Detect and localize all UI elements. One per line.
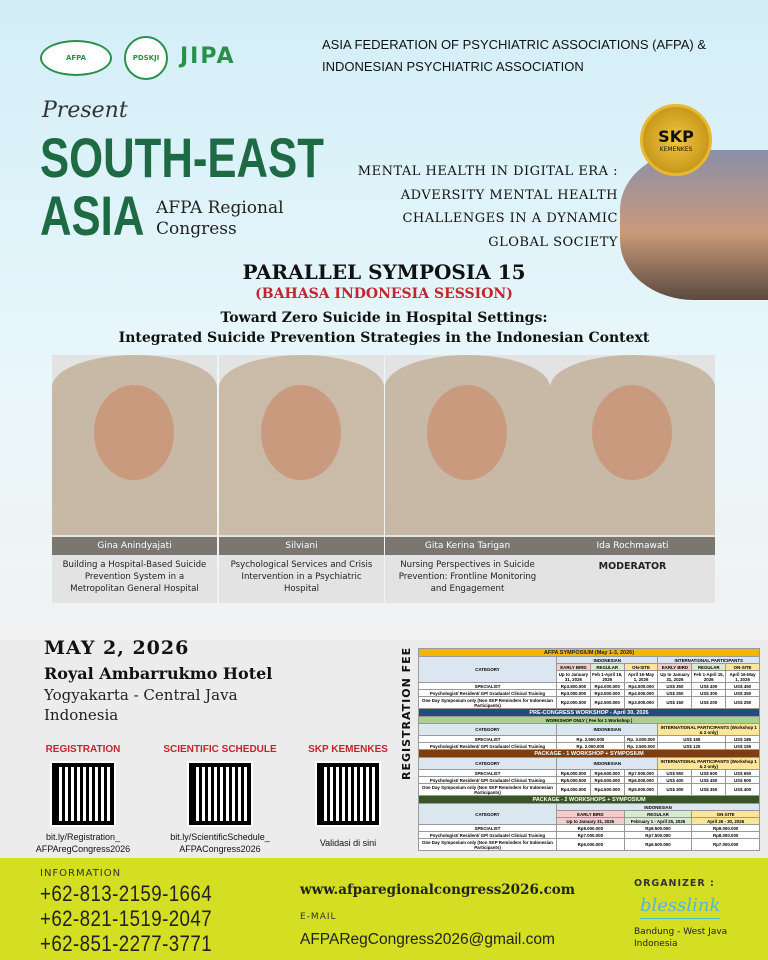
link-url[interactable]: AFPAregCongress2026 xyxy=(35,844,131,854)
fee-cell: Rp6.000.000 xyxy=(557,770,591,777)
fee-cell: Rp4.000.000 xyxy=(557,784,591,796)
fee-cell: US$ 400 xyxy=(726,784,760,796)
info-label: INFORMATION xyxy=(40,868,122,879)
fee-cell: US$ 185 xyxy=(726,736,760,743)
table-header: CATEGORY xyxy=(419,724,557,736)
event-city: Yogyakarta - Central Java xyxy=(44,686,238,704)
location-line: Indonesia xyxy=(634,939,678,949)
speaker-photo xyxy=(52,355,217,535)
fee-cell: Rp. 2.500.000 xyxy=(624,743,658,750)
table-header: EARLY BIRD xyxy=(557,664,591,671)
speaker-name: Silviani xyxy=(219,537,384,555)
speaker-topic: Nursing Perspectives in Suicide Prevention: Frontline Monitoring and Engagement xyxy=(398,560,537,594)
fee-cell: Rp7.000.000 xyxy=(692,839,760,851)
email-link[interactable]: AFPARegCongress2026@gmail.com xyxy=(300,931,555,948)
fee-cell: US$ 250 xyxy=(726,697,760,709)
fee-cell: US$ 155 xyxy=(726,743,760,750)
fee-cell: US$ 300 xyxy=(658,784,692,796)
skp-link[interactable] xyxy=(298,744,398,849)
fee-cell: Rp3.000.000 xyxy=(624,697,658,709)
present-script: Present xyxy=(42,98,128,123)
fee-cell: US$ 150 xyxy=(658,697,692,709)
table-date: Feb 1-April 15, 2026 xyxy=(693,671,724,682)
table-header: CATEGORY xyxy=(419,657,557,683)
table-header: INDONESIAN xyxy=(557,804,760,811)
speaker-card xyxy=(385,355,550,603)
row-category: SPECIALIST xyxy=(419,770,557,777)
table-date: April 26 - 30, 2026 xyxy=(692,818,760,825)
table-row xyxy=(419,839,760,851)
link-url[interactable]: AFPACongress2026 xyxy=(179,844,261,854)
congress-subtitle xyxy=(156,198,284,240)
row-category: Psychologist/ Resident/ GP/ Graduate/ Clinical Training xyxy=(419,690,557,697)
fee-cell: Rp6.500.000 xyxy=(624,839,692,851)
speaker-role: MODERATOR xyxy=(598,561,667,572)
table-date: February 1 - April 25, 2026 xyxy=(624,818,692,825)
fee-cell: Rp8.000.000 xyxy=(692,832,760,839)
organizer-header xyxy=(322,34,762,78)
location-line: Bandung - West Java xyxy=(634,927,728,937)
badge-title: SKP xyxy=(658,127,694,146)
fee-cell: Rp7.000.000 xyxy=(624,770,658,777)
fee-cell: US$ 500 xyxy=(726,777,760,784)
header-line: ASIA FEDERATION OF PSYCHIATRIC ASSOCIATIONS (AFPA) & xyxy=(322,37,707,52)
fee-cell: US$ 200 xyxy=(692,697,726,709)
fee-cell: Rp9.000.000 xyxy=(692,825,760,832)
speaker-name: Gina Anindyajati xyxy=(52,537,217,555)
fee-cell: Rp8.000.000 xyxy=(557,825,625,832)
table-row xyxy=(419,683,760,690)
table-date: Up to January 31, 2026 xyxy=(557,818,625,825)
table-header: ON-SITE xyxy=(624,664,658,671)
subtitle-line: Congress xyxy=(156,219,237,239)
fee-cell: Rp. 3.000.000 xyxy=(624,736,658,743)
logo-text: PDSKJI xyxy=(132,54,160,62)
event-country: Indonesia xyxy=(44,706,119,724)
fee-cell: US$ 350 xyxy=(692,784,726,796)
speaker-card xyxy=(219,355,384,603)
table-section-title: PRE-CONGRESS WORKSHOP - April 30, 2026 xyxy=(419,709,760,717)
link-text[interactable]: Validasi di sini xyxy=(319,838,377,848)
table-header: ON-SITE xyxy=(692,811,760,818)
row-category: Psychologist/ Resident/ GP/ Graduate/ Clinical Training xyxy=(419,777,557,784)
table-row xyxy=(419,777,760,784)
link-title: SCIENTIFIC SCHEDULE xyxy=(163,744,277,755)
session-topic-line: Integrated Suicide Prevention Strategies in the Indonesian Context xyxy=(118,330,650,346)
row-category: One Day Symposium only (Non SKP Reminders for Indonesian Participants) xyxy=(419,697,557,709)
pdskji-logo xyxy=(124,36,168,80)
table-date: April 16-May 1, 2026 xyxy=(726,671,760,683)
fee-cell: Rp4.500.000 xyxy=(590,784,624,796)
speaker-topic: Psychological Services and Crisis Intervention in a Psychiatric Hospital xyxy=(230,560,373,594)
table-row xyxy=(419,825,760,832)
table-header: INDONESIAN xyxy=(557,758,658,770)
fee-cell: US$ 650 xyxy=(726,770,760,777)
organizer-label: ORGANIZER : xyxy=(634,878,715,889)
table-date: Up to January 31, 2026 xyxy=(658,671,692,683)
event-date: MAY 2, 2026 xyxy=(44,637,190,659)
footer xyxy=(0,858,768,960)
table-section-title: PACKAGE - 1 WORKSHOP + SYMPOSIUM xyxy=(419,750,760,758)
speaker-photo xyxy=(219,355,384,535)
fee-cell: Rp3.500.000 xyxy=(590,690,624,697)
header-line: INDONESIAN PSYCHIATRIC ASSOCIATION xyxy=(322,59,584,74)
speaker-photo xyxy=(550,355,715,535)
table-row xyxy=(419,784,760,796)
fee-cell: Rp5.500.000 xyxy=(590,777,624,784)
organizer-location xyxy=(634,926,727,950)
skp-badge xyxy=(640,104,712,176)
session-subtitle: (BAHASA INDONESIA SESSION) xyxy=(255,286,513,302)
table-header: INTERNATIONAL PARTICIPANTS xyxy=(658,657,760,664)
table-row xyxy=(419,736,760,743)
table-row xyxy=(419,770,760,777)
fee-cell: Rp7.000.000 xyxy=(557,832,625,839)
logo-text: AFPA xyxy=(65,54,87,62)
registration-link[interactable] xyxy=(22,744,144,855)
table-date: Up to January 31, 2026 xyxy=(557,671,591,683)
fee-cell: Rp. 2.000.000 xyxy=(557,743,625,750)
qr-code[interactable] xyxy=(52,763,114,825)
table-header: REGULAR xyxy=(590,664,624,671)
session-topic-line: Toward Zero Suicide in Hospital Settings: xyxy=(220,310,548,326)
table-row xyxy=(419,743,760,750)
table-header: INTERNATIONAL PARTICIPANTS (Workshop 1 & 2 only) xyxy=(658,724,760,736)
table-section-subtitle: WORKSHOP ONLY ( Fee for 1 Workshop ) xyxy=(419,717,760,724)
fee-cell: US$ 125 xyxy=(658,743,726,750)
speaker-card xyxy=(550,355,715,603)
speaker-photo xyxy=(385,355,550,535)
fee-cell: Rp2.500.000 xyxy=(590,697,624,709)
table-header: INDONESIAN xyxy=(557,657,658,664)
fee-cell: US$ 250 xyxy=(658,690,692,697)
theme-line: MENTAL HEALTH IN DIGITAL ERA : xyxy=(357,164,618,179)
fee-cell: Rp3.500.000 xyxy=(557,683,591,690)
fee-cell: US$ 450 xyxy=(692,777,726,784)
link-title: SKP KEMENKES xyxy=(308,744,388,755)
fee-cell: US$ 350 xyxy=(726,690,760,697)
table-section-title: AFPA SYMPOSIUM (May 1-3, 2026) xyxy=(419,649,760,657)
table-row xyxy=(419,832,760,839)
fee-cell: Rp6.000.000 xyxy=(624,777,658,784)
table-date: April 16-May 1, 2026 xyxy=(624,671,658,683)
table-header: INDONESIAN xyxy=(557,724,658,736)
event-venue: Royal Ambarrukmo Hotel xyxy=(44,664,273,683)
speaker-name: Gita Kerina Tarigan xyxy=(385,537,550,555)
link-url[interactable]: bit.ly/Registration_ xyxy=(45,832,121,842)
table-row xyxy=(419,690,760,697)
table-date: Feb 1-April 15, 2026 xyxy=(592,671,623,682)
congress-theme xyxy=(358,160,618,254)
fee-cell: Rp6.000.000 xyxy=(557,839,625,851)
email-label: E-MAIL xyxy=(300,912,337,922)
theme-line: ADVERSITY MENTAL HEALTH xyxy=(400,187,618,203)
badge-sub: KEMENKES xyxy=(659,146,693,153)
table-header: INTERNATIONAL PARTICIPANTS (Workshop 1 & 2 only) xyxy=(658,758,760,770)
table-header: REGULAR xyxy=(692,664,726,671)
schedule-link[interactable] xyxy=(150,744,290,855)
fee-cell: Rp4.000.000 xyxy=(624,690,658,697)
fee-cell: Rp5.000.000 xyxy=(624,784,658,796)
table-header: CATEGORY xyxy=(419,758,557,770)
phone-number[interactable]: +62-851-2277-3771 xyxy=(40,931,213,956)
speaker-name: Ida Rochmawati xyxy=(550,537,715,555)
fee-cell: Rp2.000.000 xyxy=(557,697,591,709)
row-category: Psychologist/ Resident/ GP/ Graduate/ Clinical Training xyxy=(419,832,557,839)
blesslink-logo: blesslink xyxy=(640,894,720,919)
fee-cell: US$ 450 xyxy=(726,683,760,690)
subtitle-line: AFPA Regional xyxy=(156,198,284,218)
table-section-title: PACKAGE - 2 WORKSHOPS + SYMPOSIUM xyxy=(419,796,760,804)
qr-code[interactable] xyxy=(317,763,379,825)
row-category: SPECIALIST xyxy=(419,825,557,832)
fee-cell: US$ 350 xyxy=(658,683,692,690)
fee-cell: US$ 400 xyxy=(658,777,692,784)
session-title: PARALLEL SYMPOSIA 15 xyxy=(242,260,526,284)
afpa-logo xyxy=(40,40,112,76)
website-link[interactable]: www.afparegionalcongress2026.com xyxy=(300,882,576,898)
row-category: Psychologist/ Resident/ GP/ Graduate/ Clinical Training xyxy=(419,743,557,750)
fee-cell: Rp6.500.000 xyxy=(590,770,624,777)
fee-cell: Rp3.000.000 xyxy=(557,690,591,697)
fee-cell: Rp5.000.000 xyxy=(557,777,591,784)
row-category: One Day Symposium only (Non SKP Reminders for Indonesian Participants) xyxy=(419,784,557,796)
table-header: REGULAR xyxy=(624,811,692,818)
fee-cell: Rp8.500.000 xyxy=(624,825,692,832)
phone-number[interactable]: +62-821-1519-2047 xyxy=(40,906,213,931)
fee-cell: Rp4.500.000 xyxy=(624,683,658,690)
speaker-topic: Building a Hospital-Based Suicide Prevention System in a Metropolitan General Hospital xyxy=(62,560,207,594)
congress-title-1: SOUTH-EAST xyxy=(40,126,324,189)
row-category: SPECIALIST xyxy=(419,736,557,743)
table-row xyxy=(419,697,760,709)
table-header: EARLY BIRD xyxy=(557,811,625,818)
congress-title-2: ASIA xyxy=(40,184,145,247)
phone-number[interactable]: +62-813-2159-1664 xyxy=(40,881,213,906)
table-header: ON-SITE xyxy=(726,664,760,671)
fee-cell: US$ 300 xyxy=(692,690,726,697)
speaker-card xyxy=(52,355,217,603)
fee-cell: US$ 550 xyxy=(658,770,692,777)
link-title: REGISTRATION xyxy=(45,744,121,755)
qr-code[interactable] xyxy=(189,763,251,825)
fee-cell: Rp4.000.000 xyxy=(590,683,624,690)
fee-cell: US$ 600 xyxy=(692,770,726,777)
link-url[interactable]: bit.ly/ScientificSchedule_ xyxy=(170,832,270,842)
fee-cell: Rp7.500.000 xyxy=(624,832,692,839)
fee-cell: Rp. 2.500.000 xyxy=(557,736,625,743)
theme-line: GLOBAL SOCIETY xyxy=(488,234,618,250)
theme-line: CHALLENGES IN A DYNAMIC xyxy=(402,211,618,226)
fee-cell: US$ 400 xyxy=(692,683,726,690)
fee-table xyxy=(418,648,760,851)
table-header: CATEGORY xyxy=(419,804,557,825)
fee-cell: US$ 155 xyxy=(658,736,726,743)
registration-fee-label: REGISTRATION FEE xyxy=(400,646,413,780)
row-category: SPECIALIST xyxy=(419,683,557,690)
table-header: EARLY BIRD xyxy=(658,664,692,671)
jipa-logo: JIPA xyxy=(180,44,236,69)
row-category: One Day Symposium only (Non SKP Reminders for Indonesian Participants) xyxy=(419,839,557,851)
